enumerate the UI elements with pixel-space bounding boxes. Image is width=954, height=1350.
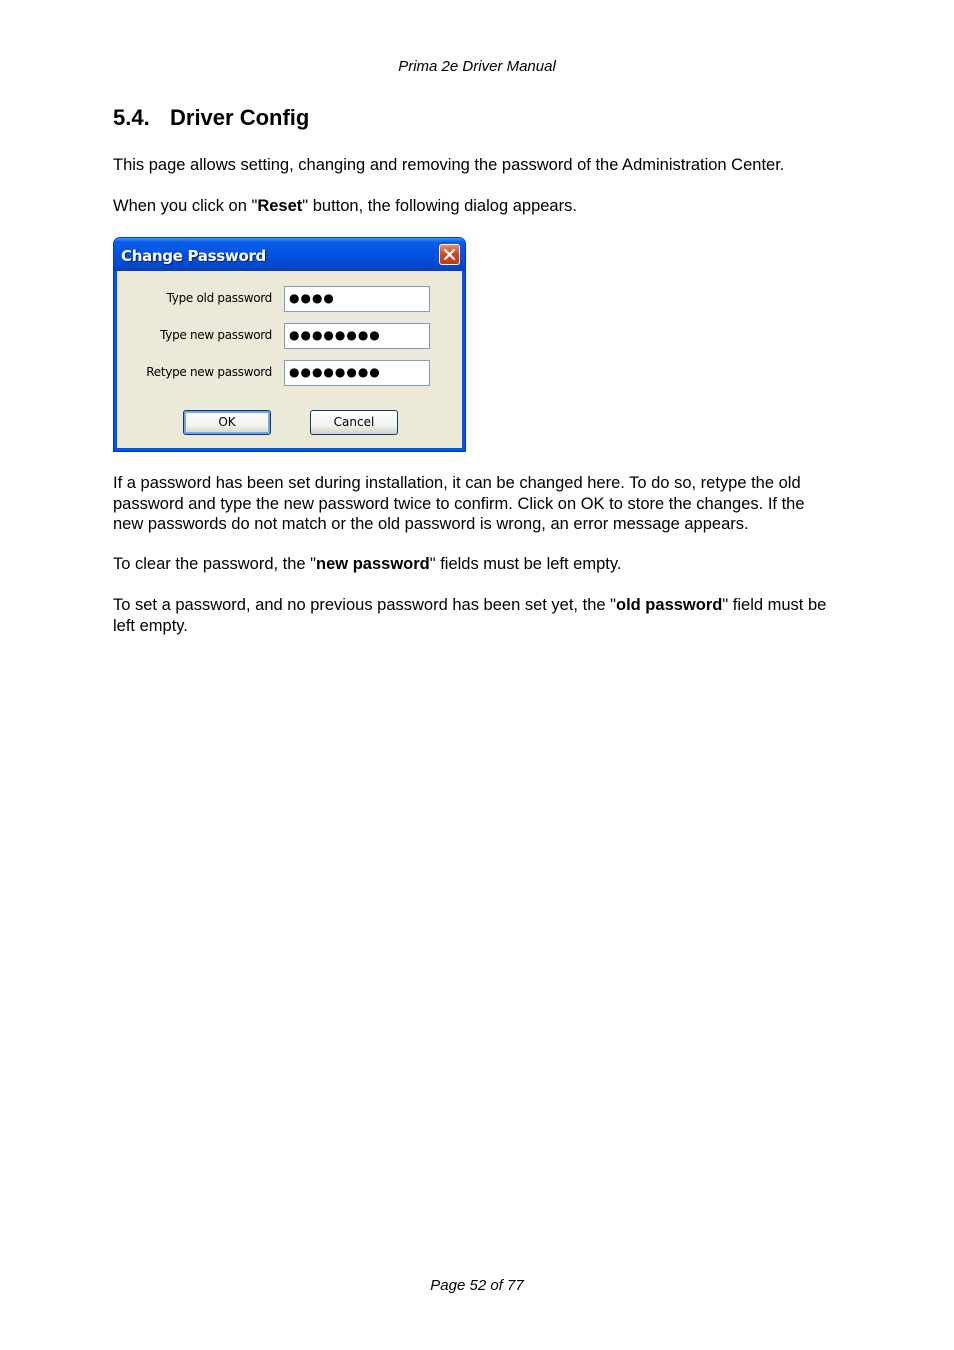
close-icon[interactable] — [439, 244, 460, 265]
old-password-row — [117, 286, 462, 312]
dialog-frame-right — [462, 271, 465, 451]
new-password-input[interactable]: ●●●●●●●● — [284, 323, 430, 349]
clear-text-before: To clear the password, the " — [113, 555, 317, 573]
section-number: 5.4. — [113, 105, 150, 130]
reset-text-before: When you click on " — [113, 197, 258, 215]
change-password-dialog — [113, 237, 466, 452]
change-password-paragraph — [113, 473, 883, 535]
set-text-after: " field must be — [722, 596, 827, 614]
reset-paragraph — [113, 196, 883, 217]
ok-button[interactable]: OK — [183, 410, 271, 435]
retype-password-input[interactable]: ●●●●●●●● — [284, 360, 430, 386]
new-password-row — [117, 323, 462, 349]
change-line-3: new passwords do not match or the old password is wrong, an error message appears. — [113, 515, 749, 533]
section-title: Driver Config — [170, 105, 310, 130]
dialog-frame-left — [114, 271, 117, 451]
cancel-button[interactable]: Cancel — [310, 410, 398, 435]
dialog-frame-bottom — [114, 448, 465, 451]
page-footer: Page 52 of 77 — [430, 1277, 524, 1294]
clear-text-after: " fields must be left empty. — [429, 555, 622, 573]
dialog-title: Change Password — [121, 247, 266, 265]
dialog-titlebar[interactable] — [114, 238, 465, 271]
set-password-paragraph — [113, 595, 883, 636]
section-heading — [113, 105, 309, 131]
old-password-label: Type old password — [166, 291, 272, 305]
old-password-keyword: old password — [615, 596, 723, 614]
retype-password-label: Retype new password — [146, 365, 272, 379]
intro-paragraph: This page allows setting, changing and removing the password of the Administration Center. — [113, 156, 785, 174]
new-password-label: Type new password — [160, 328, 272, 342]
new-password-keyword: new password — [316, 555, 430, 573]
clear-password-paragraph — [113, 554, 883, 575]
change-line-1: If a password has been set during installation, it can be changed here. To do so, retype the old — [113, 474, 801, 492]
reset-keyword: Reset — [257, 197, 303, 215]
reset-text-after: " button, the following dialog appears. — [302, 197, 577, 215]
dialog-client-area — [117, 271, 462, 448]
old-password-input[interactable]: ●●●● — [284, 286, 430, 312]
set-line-2: left empty. — [113, 616, 188, 635]
set-text-before: To set a password, and no previous password has been set yet, the " — [113, 596, 616, 614]
retype-password-row — [117, 360, 462, 386]
running-header: Prima 2e Driver Manual — [398, 58, 556, 75]
change-line-2: password and type the new password twice to confirm. Click on OK to store the changes. If the — [113, 494, 805, 513]
